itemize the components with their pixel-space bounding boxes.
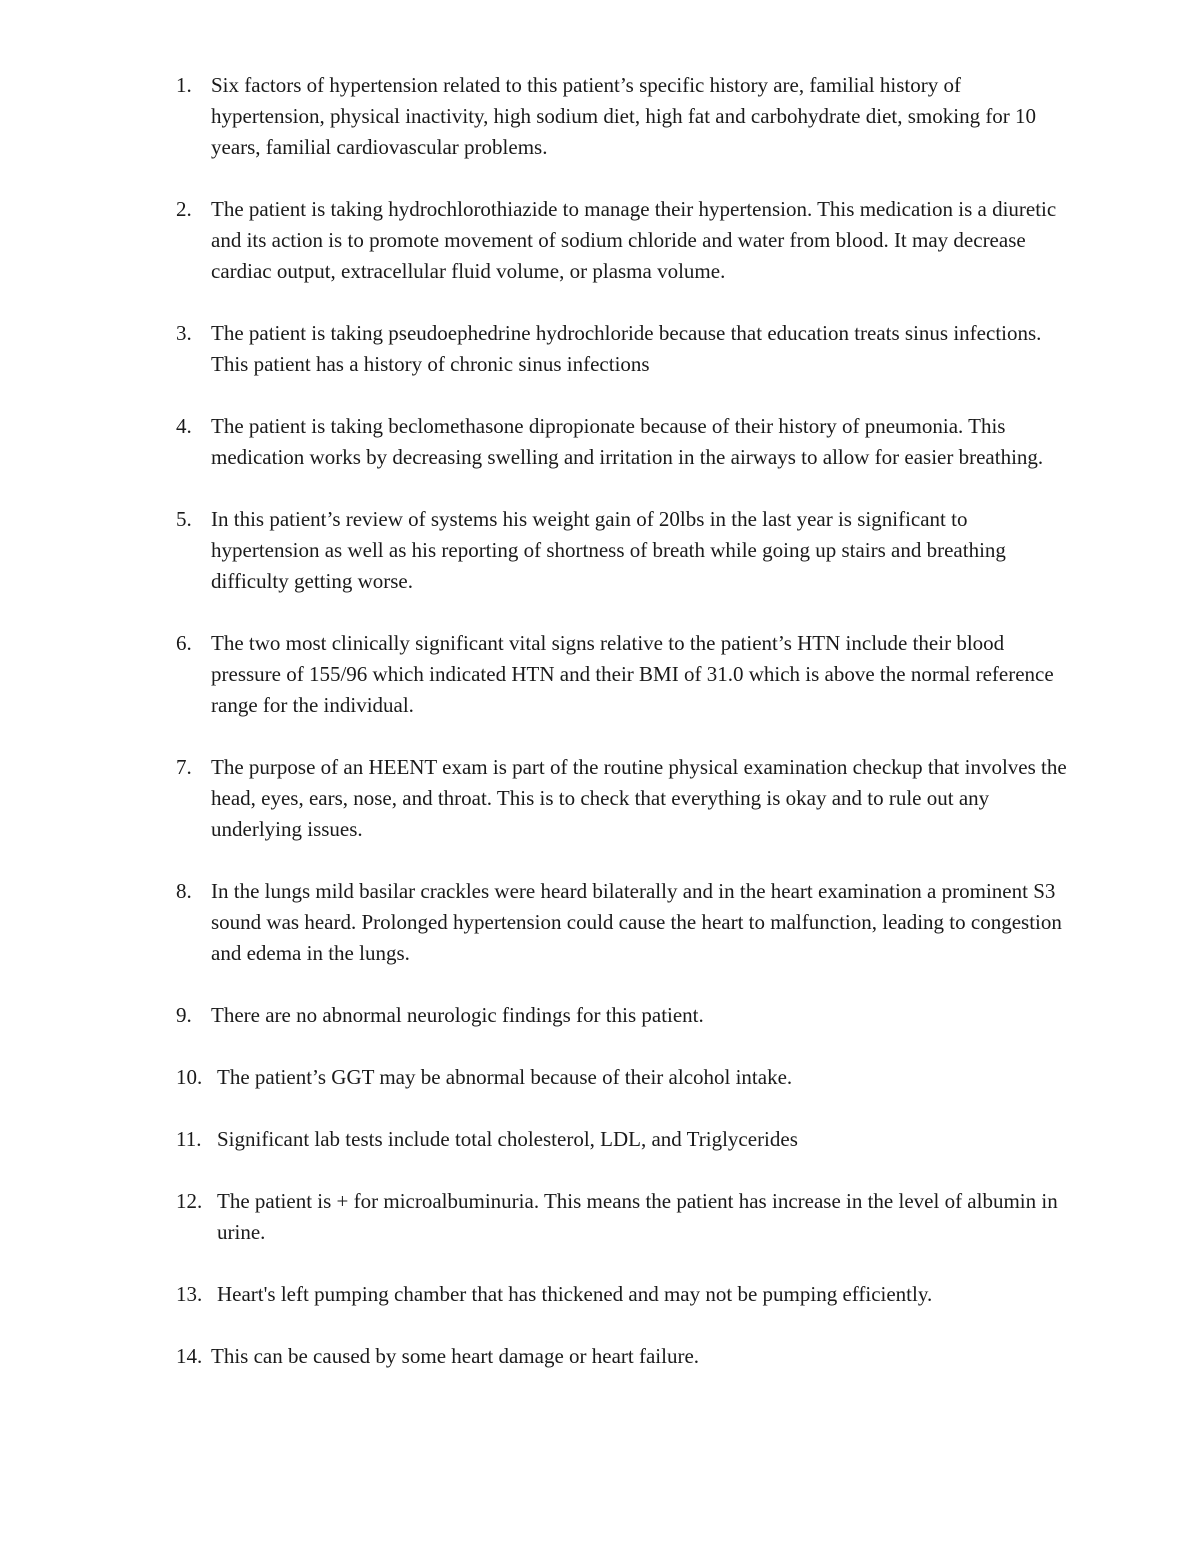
- list-item: [176, 194, 1076, 287]
- item-number: 5.: [176, 507, 192, 531]
- item-number: 3.: [176, 321, 192, 345]
- item-number: 9.: [176, 1003, 192, 1027]
- item-text: Significant lab tests include total cholesterol, LDL, and Triglycerides: [217, 1127, 798, 1151]
- item-text: The patient is taking beclomethasone dipropionate because of their history of pneumonia. This medication works by decreasing swelling and irritation in the airways to allow for easier breathing.: [211, 414, 1044, 469]
- list-item: [176, 70, 1076, 163]
- item-number: 13.: [176, 1282, 203, 1306]
- item-number: 12.: [176, 1189, 203, 1213]
- list-item: [176, 1124, 1076, 1155]
- item-number: 2.: [176, 197, 192, 221]
- list-item: [176, 752, 1076, 845]
- item-text: The purpose of an HEENT exam is part of the routine physical examination checkup that involves the head, eyes, ears, nose, and throat. This is to check that everything is okay and to rule out any underlying issues.: [211, 755, 1067, 841]
- list-item: [176, 504, 1076, 597]
- item-text: The patient is + for microalbuminuria. This means the patient has increase in the level of albumin in urine.: [217, 1189, 1058, 1244]
- item-number: 7.: [176, 755, 192, 779]
- item-number: 6.: [176, 631, 192, 655]
- list-item: [176, 318, 1076, 380]
- list-item: [176, 1186, 1076, 1248]
- list-item: [176, 876, 1076, 969]
- item-number: 11.: [176, 1127, 202, 1151]
- list-item: [176, 411, 1076, 473]
- answer-list: [176, 70, 1076, 1403]
- item-number: 14.: [176, 1344, 203, 1368]
- list-item: [176, 1341, 1076, 1372]
- list-item: [176, 628, 1076, 721]
- item-text: In the lungs mild basilar crackles were heard bilaterally and in the heart examination a prominent S3 sound was heard. Prolonged hypertension could cause the heart to malfunction, leading to congestion and edema in the lungs.: [211, 879, 1062, 965]
- list-item: [176, 1062, 1076, 1093]
- item-text: Six factors of hypertension related to this patient’s specific history are, familial history of hypertension, physical inactivity, high sodium diet, high fat and carbohydrate diet, smoking for 10 years, familial cardiovascular problems.: [211, 73, 1037, 159]
- item-text: There are no abnormal neurologic findings for this patient.: [211, 1003, 704, 1027]
- item-number: 1.: [176, 73, 192, 97]
- item-text: Heart's left pumping chamber that has thickened and may not be pumping efficiently.: [217, 1282, 933, 1306]
- item-text: The patient is taking hydrochlorothiazide to manage their hypertension. This medication is a diuretic and its action is to promote movement of sodium chloride and water from blood. It may decrease cardiac output, extracellular fluid volume, or plasma volume.: [211, 197, 1057, 283]
- item-text: The patient is taking pseudoephedrine hydrochloride because that education treats sinus infections. This patient has a history of chronic sinus infections: [211, 321, 1042, 376]
- item-text: The patient’s GGT may be abnormal because of their alcohol intake.: [217, 1065, 793, 1089]
- item-number: 4.: [176, 414, 192, 438]
- list-item: [176, 1000, 1076, 1031]
- item-number: 8.: [176, 879, 192, 903]
- item-text: In this patient’s review of systems his weight gain of 20lbs in the last year is significant to hypertension as well as his reporting of shortness of breath while going up stairs and breathing difficulty getting worse.: [211, 507, 1006, 593]
- item-number: 10.: [176, 1065, 203, 1089]
- list-item: [176, 1279, 1076, 1310]
- item-text: This can be caused by some heart damage or heart failure.: [211, 1344, 700, 1368]
- item-text: The two most clinically significant vital signs relative to the patient’s HTN include their blood pressure of 155/96 which indicated HTN and their BMI of 31.0 which is above the normal reference range for the individual.: [211, 631, 1054, 717]
